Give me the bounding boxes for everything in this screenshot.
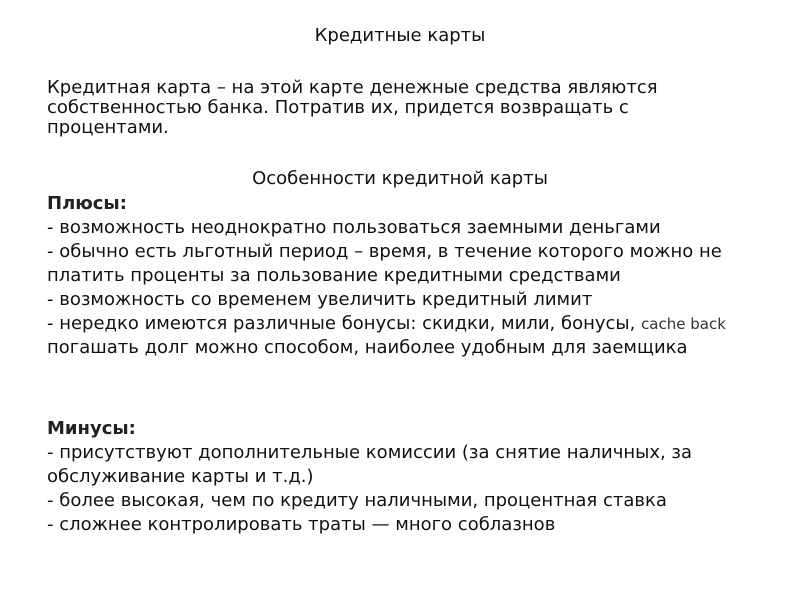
pros-section [47,192,767,360]
intro-paragraph: Кредитная карта – на этой карте денежные средства являются собственностью банка. Потратив их, придется возвращать с процентами. [47,77,658,138]
pros-item-text: - нередко имеются различные бонусы: скидки, мили, бонусы, [47,313,642,334]
pros-item: - возможность неоднократно пользоваться заемными деньгами [47,217,661,238]
pros-item: погашать долг можно способом, наиболее удобным для заемщика [47,337,688,358]
cons-item: - присутствуют дополнительные комиссии (за снятие наличных, за обслуживание карты и т.д.) [47,442,693,487]
pros-item: - обычно есть льготный период – время, в течение которого можно не платить проценты за пользование кредитными средствами [47,241,722,286]
pros-item [47,312,767,336]
cons-label: Минусы: [47,418,136,439]
cons-item: - более высокая, чем по кредиту наличными, процентная ставка [47,490,667,511]
cache-back-text: cache back [641,315,726,333]
pros-label: Плюсы: [47,193,127,214]
pros-item: - возможность со временем увеличить кредитный лимит [47,289,593,310]
features-subtitle: Особенности кредитной карты [252,168,548,189]
cons-section [47,417,767,537]
cons-item: - сложнее контролировать траты — много соблазнов [47,514,556,535]
slide-title: Кредитные карты [314,25,486,46]
